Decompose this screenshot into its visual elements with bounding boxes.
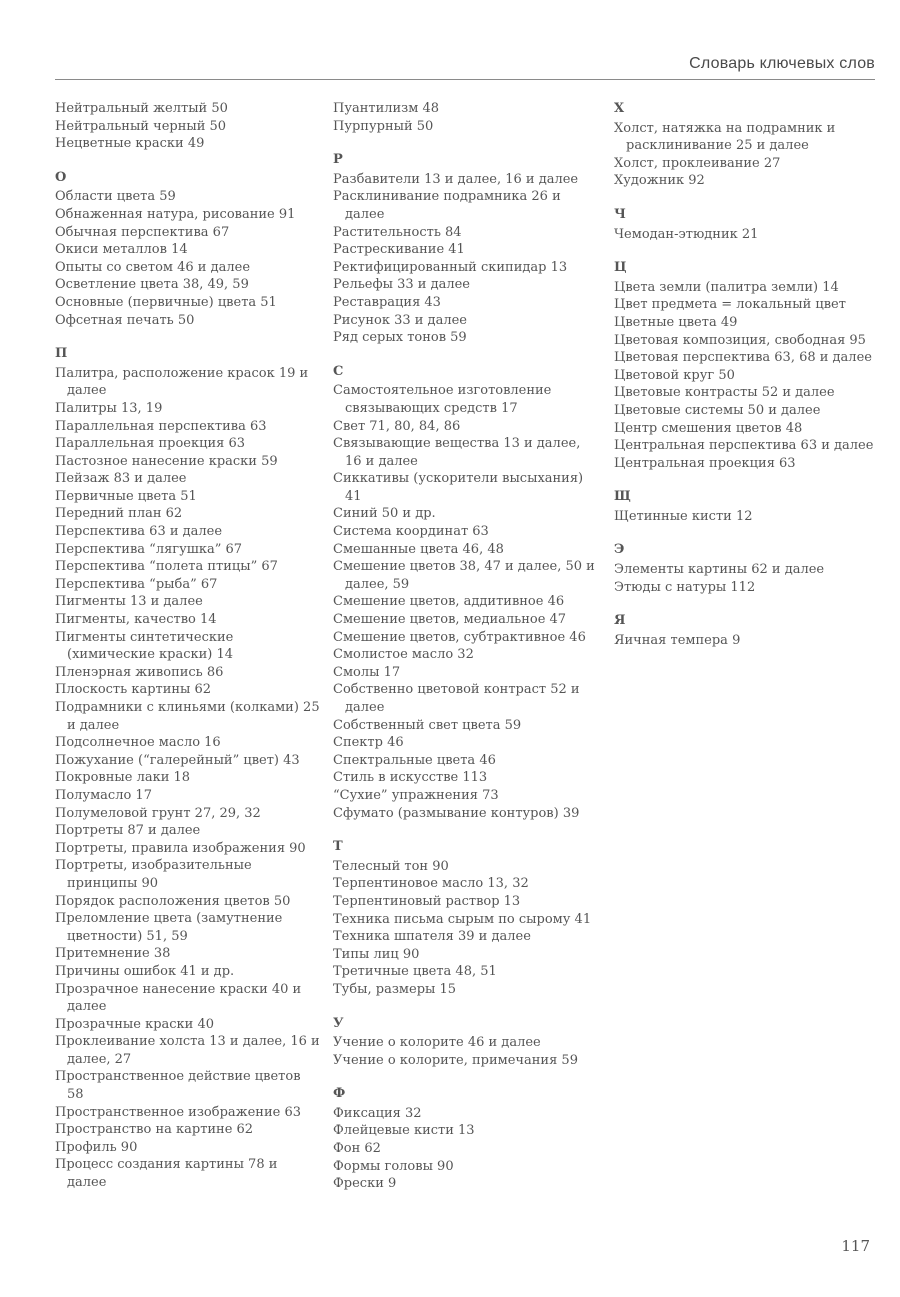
index-entry: Осветление цвета 38, 49, 59	[55, 277, 249, 293]
index-section	[333, 838, 598, 998]
index-entry: Профиль 90	[55, 1139, 138, 1155]
index-entry: Техника письма сырым по сырому 41	[333, 911, 592, 927]
index-entry: Пигменты синтетические (химические краски) 14	[55, 629, 234, 663]
index-entry: Пейзаж 83 и далее	[55, 471, 187, 487]
index-entry: Растрескивание 41	[333, 242, 465, 258]
index-entry: Собственный свет цвета 59	[333, 717, 522, 733]
index-entry: Фон 62	[333, 1141, 381, 1157]
index-entry: Проклеивание холста 13 и далее, 16 и далее, 27	[55, 1034, 320, 1067]
index-entry: Холст, проклеивание 27	[614, 155, 781, 171]
section-letter: Э	[614, 542, 625, 558]
index-entry: Основные (первичные) цвета 51	[55, 294, 277, 310]
index-entry: Пожухание (“галерейный” цвет) 43	[55, 752, 300, 768]
index-entry: Центральная перспектива 63 и далее	[614, 438, 874, 454]
index-section	[333, 100, 598, 135]
index-entry: Порядок расположения цветов 50	[55, 893, 291, 909]
index-entry: Щетинные кисти 12	[614, 508, 753, 524]
section-letter: Ч	[614, 206, 626, 222]
index-entry: Ряд серых тонов 59	[333, 330, 467, 346]
section-letter: С	[333, 363, 344, 379]
index-section	[55, 169, 320, 329]
index-section	[55, 100, 320, 153]
index-entry: Флейцевые кисти 13	[333, 1123, 475, 1139]
index-column-1	[55, 100, 320, 1208]
index-entry: Цвет предмета = локальный цвет	[614, 297, 846, 313]
page-header	[0, 0, 900, 90]
index-entry: Полумасло 17	[55, 787, 152, 803]
index-entry: Пространственное действие цветов 58	[55, 1069, 301, 1103]
index-entry: Холст, натяжка на подрамник и расклинивание 25 и далее	[614, 120, 836, 154]
index-section	[614, 541, 879, 596]
section-letter: Р	[333, 152, 343, 168]
index-entry: Пигменты, качество 14	[55, 612, 217, 628]
index-entry: Перспектива “полета птицы” 67	[55, 559, 278, 575]
index-entry: Процесс создания картины 78 и далее	[55, 1157, 278, 1191]
index-entry: Элементы картины 62 и далее	[614, 562, 825, 578]
index-section	[614, 100, 879, 190]
index-entry: Разбавители 13 и далее, 16 и далее	[333, 171, 579, 187]
index-entry: Палитры 13, 19	[55, 400, 163, 416]
index-entry: Спектральные цвета 46	[333, 752, 496, 768]
index-entry: Цветовая композиция, свободная 95	[614, 332, 866, 348]
index-entry: “Сухие” упражнения 73	[333, 787, 499, 803]
index-entry: Портреты 87 и далее	[55, 823, 201, 839]
index-entry: Спектр 46	[333, 735, 404, 751]
index-entry: Пространственное изображение 63	[55, 1104, 301, 1120]
header-divider	[55, 79, 875, 80]
index-entry: Цветные цвета 49	[614, 314, 738, 330]
index-entry: Первичные цвета 51	[55, 488, 197, 504]
index-entry: Обнаженная натура, рисование 91	[55, 206, 296, 222]
index-entry: Чемодан-этюдник 21	[614, 226, 759, 242]
section-letter: У	[333, 1015, 344, 1031]
index-entry: Перспектива 63 и далее	[55, 524, 223, 540]
index-entry: Техника шпателя 39 и далее	[333, 929, 531, 945]
index-entry: Система координат 63	[333, 524, 489, 540]
index-column-3	[614, 100, 879, 665]
index-entry: Формы головы 90	[333, 1158, 454, 1174]
index-entry: Офсетная печать 50	[55, 312, 195, 328]
index-entry: Связывающие вещества 13 и далее, 16 и далее	[333, 436, 581, 469]
index-entry: Обычная перспектива 67	[55, 224, 230, 240]
index-entry: Фиксация 32	[333, 1105, 422, 1121]
index-entry: Реставрация 43	[333, 294, 441, 310]
index-entry: Центр смешения цветов 48	[614, 420, 803, 436]
index-entry: Пастозное нанесение краски 59	[55, 453, 278, 469]
section-letter: Щ	[614, 489, 631, 505]
index-entry: Синий 50 и др.	[333, 506, 436, 522]
index-entry: Ректифицированный скипидар 13	[333, 259, 568, 275]
index-entry: Фрески 9	[333, 1176, 397, 1192]
index-entry: Самостоятельное изготовление связывающих средств 17	[333, 383, 552, 416]
index-entry: Нецветные краски 49	[55, 136, 205, 152]
index-entry: Полумеловой грунт 27, 29, 32	[55, 805, 261, 821]
index-entry: Третичные цвета 48, 51	[333, 964, 497, 980]
index-entry: Причины ошибок 41 и др.	[55, 963, 235, 979]
index-section	[55, 345, 320, 1192]
index-entry: Покровные лаки 18	[55, 770, 191, 786]
index-entry: Подрамники с клиньями (колками) 25 и далее	[55, 700, 320, 733]
index-entry: Преломление цвета (замутнение цветности) 51, 59	[55, 911, 283, 944]
index-entry: Цвета земли (палитра земли) 14	[614, 279, 839, 295]
section-letter: П	[55, 346, 68, 362]
index-entry: Перспектива “рыба” 67	[55, 576, 218, 592]
index-entry: Портреты, изобразительные принципы 90	[55, 858, 252, 891]
index-entry: Сиккативы (ускорители высыхания) 41	[333, 471, 584, 504]
index-entry: Цветовая перспектива 63, 68 и далее	[614, 350, 872, 366]
index-entry: Смешанные цвета 46, 48	[333, 541, 504, 557]
index-section	[614, 259, 879, 472]
index-entry: Терпентиновый раствор 13	[333, 893, 521, 909]
index-entry: Нейтральный черный 50	[55, 118, 227, 134]
index-entry: Притемнение 38	[55, 946, 171, 962]
section-letter: Х	[614, 101, 625, 116]
index-section	[614, 612, 879, 649]
index-entry: Нейтральный желтый 50	[55, 101, 228, 116]
section-title: Словарь ключевых слов	[689, 55, 875, 72]
index-entry: Прозрачное нанесение краски 40 и далее	[55, 981, 302, 1015]
index-entry: Типы лиц 90	[333, 946, 420, 962]
index-entry: Сфумато (размывание контуров) 39	[333, 805, 580, 821]
index-entry: Смешение цветов, субтрактивное 46	[333, 629, 586, 645]
index-entry: Окиси металлов 14	[55, 242, 188, 258]
index-entry: Растительность 84	[333, 224, 462, 240]
index-entry: Параллельная перспектива 63	[55, 418, 267, 434]
index-entry: Передний план 62	[55, 506, 183, 522]
index-entry: Расклинивание подрамника 26 и далее	[333, 189, 561, 222]
index-entry: Цветовые контрасты 52 и далее	[614, 385, 835, 401]
index-entry: Смешение цветов 38, 47 и далее, 50 и далее, 59	[333, 559, 595, 592]
index-entry: Этюды с натуры 112	[614, 579, 756, 595]
index-entry: Центральная проекция 63	[614, 455, 796, 471]
index-entry: Тубы, размеры 15	[333, 981, 457, 997]
index-entry: Пуантилизм 48	[333, 101, 440, 116]
index-entry: Перспектива “лягушка” 67	[55, 541, 243, 557]
index-entry: Телесный тон 90	[333, 858, 449, 874]
index-entry: Цветовые системы 50 и далее	[614, 402, 821, 418]
index-entry: Плоскость картины 62	[55, 682, 212, 698]
index-entry: Учение о колорите, примечания 59	[333, 1052, 578, 1068]
index-section	[333, 1015, 598, 1070]
section-letter: Ц	[614, 260, 627, 276]
index-entry: Прозрачные краски 40	[55, 1016, 215, 1032]
index-entry: Пигменты 13 и далее	[55, 594, 203, 610]
section-letter: Ф	[333, 1086, 346, 1102]
index-entry: Подсолнечное масло 16	[55, 735, 221, 751]
index-entry: Яичная темпера 9	[614, 632, 741, 648]
index-section	[333, 363, 598, 822]
index-entry: Смолистое масло 32	[333, 647, 474, 663]
index-entry: Учение о колорите 46 и далее	[333, 1035, 541, 1051]
index-section	[614, 488, 879, 525]
section-letter: О	[55, 169, 67, 185]
index-entry: Параллельная проекция 63	[55, 436, 245, 452]
index-entry: Рельефы 33 и далее	[333, 277, 470, 293]
section-letter: Т	[333, 839, 343, 855]
index-section	[333, 151, 598, 347]
index-entry: Пурпурный 50	[333, 118, 434, 134]
index-entry: Смолы 17	[333, 664, 401, 680]
index-entry: Области цвета 59	[55, 189, 176, 205]
index-entry: Собственно цветовой контраст 52 и далее	[333, 682, 580, 715]
index-entry: Опыты со светом 46 и далее	[55, 259, 251, 275]
index-entry: Рисунок 33 и далее	[333, 312, 467, 328]
index-section	[614, 206, 879, 243]
index-entry: Художник 92	[614, 173, 705, 189]
index-entry: Палитра, расположение красок 19 и далее	[55, 365, 309, 399]
page-number: 117	[841, 1237, 870, 1255]
index-section	[333, 1085, 598, 1193]
section-letter: Я	[614, 613, 626, 629]
index-entry: Пленэрная живопись 86	[55, 664, 224, 680]
index-entry: Смешение цветов, аддитивное 46	[333, 594, 565, 610]
index-entry: Терпентиновое масло 13, 32	[333, 876, 529, 892]
index-column-2	[333, 100, 598, 1209]
index-entry: Цветовой круг 50	[614, 367, 735, 383]
index-entry: Свет 71, 80, 84, 86	[333, 418, 461, 434]
index-entry: Стиль в искусстве 113	[333, 770, 488, 786]
index-entry: Портреты, правила изображения 90	[55, 840, 306, 856]
index-entry: Пространство на картине 62	[55, 1122, 254, 1138]
index-entry: Смешение цветов, медиальное 47	[333, 612, 567, 628]
